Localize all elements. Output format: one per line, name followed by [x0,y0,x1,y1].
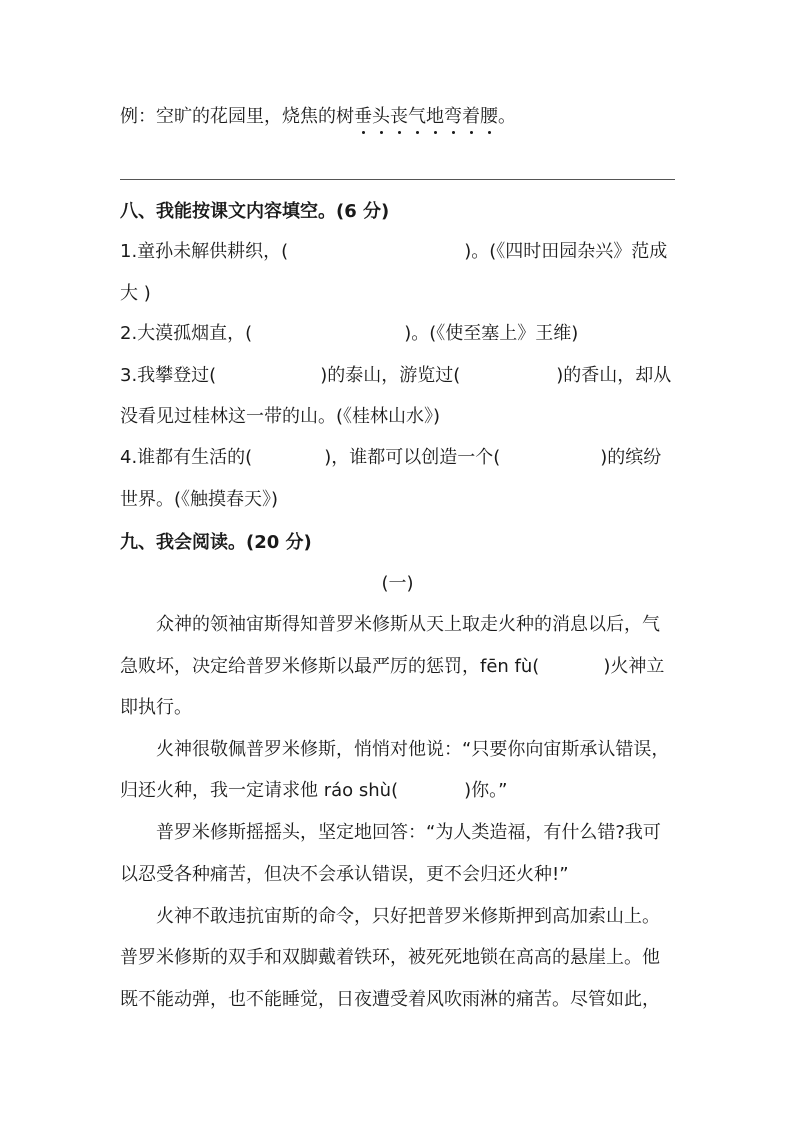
paragraph-4-line-2: 普罗米修斯的双手和双脚戴着铁环，被死死地锁在高高的悬崖上。他 [120,947,660,968]
dotted-phrase [354,106,498,127]
q2-text-a: 2.大漠孤烟直，( [120,323,253,344]
example-sentence [120,106,680,128]
q3-text-b: )的泰山，游览过( [320,365,461,386]
p1-text-b: )火神立 [603,656,665,677]
dotted-char: 气 [408,106,426,127]
dotted-char: 垂 [354,106,372,127]
reading-part-label: (一) [381,573,414,594]
paragraph-4-line-3: 既不能动弹，也不能睡觉，日夜遭受着风吹雨淋的痛苦。尽管如此， [120,989,660,1010]
dotted-char: 着 [462,106,480,127]
question-3-line-1 [120,365,680,387]
paragraph-4-line-1: 火神不敢违抗宙斯的命令，只好把普罗米修斯押到高加索山上。 [156,906,660,927]
paragraph-3-line-2: 以忍受各种痛苦，但决不会承认错误，更不会归还火种!” [120,864,569,885]
example-prefix: 例：空旷的花园里，烧焦的树 [120,106,354,127]
q2-text-b: )。(《使至塞上》王维) [404,323,579,344]
example-suffix: 。 [498,106,516,127]
question-4-line-1 [120,447,680,469]
p2-text-a: 归还火种，我一定请求他 ráo shù( [120,780,399,801]
divider-line [120,179,675,180]
p1-text-a: 急败坏，决定给普罗米修斯以最严厉的惩罚，fēn fù( [120,656,540,677]
section-8-heading: 八、我能按课文内容填空。(6 分) [120,201,390,222]
paragraph-3-line-1: 普罗米修斯摇摇头，坚定地回答：“为人类造福，有什么错?我可 [156,822,661,843]
q4-text-c: )的缤纷 [600,447,662,468]
question-1-line-1 [120,241,680,263]
question-2 [120,323,680,345]
dotted-char: 腰 [480,106,498,127]
dotted-char: 地 [426,106,444,127]
paragraph-1-line-1: 众神的领袖宙斯得知普罗米修斯从天上取走火种的消息以后，气 [156,614,660,635]
section-9-heading: 九、我会阅读。(20 分) [120,532,312,553]
question-1-line-2: 大 ) [120,283,151,304]
question-4-line-2: 世界。(《触摸春天》) [120,489,279,510]
question-3-line-2: 没看见过桂林这一带的山。(《桂林山水》) [120,406,441,427]
dotted-char: 头 [372,106,390,127]
q1-text-a: 1.童孙未解供耕织，( [120,241,289,262]
dotted-char: 丧 [390,106,408,127]
dotted-char: 弯 [444,106,462,127]
paragraph-1-line-3: 即执行。 [120,697,192,718]
q4-text-a: 4.谁都有生活的( [120,447,253,468]
paragraph-1-line-2 [120,656,680,678]
paragraph-2-line-2 [120,780,680,802]
paragraph-2-line-1: 火神很敬佩普罗米修斯，悄悄对他说：“只要你向宙斯承认错误， [156,739,670,760]
q1-text-b: )。(《四时田园杂兴》范成 [464,241,668,262]
q3-text-c: )的香山，却从 [556,365,672,386]
q3-text-a: 3.我攀登过( [120,365,217,386]
p2-text-b: )你。” [464,780,508,801]
q4-text-b: )，谁都可以创造一个( [324,447,501,468]
